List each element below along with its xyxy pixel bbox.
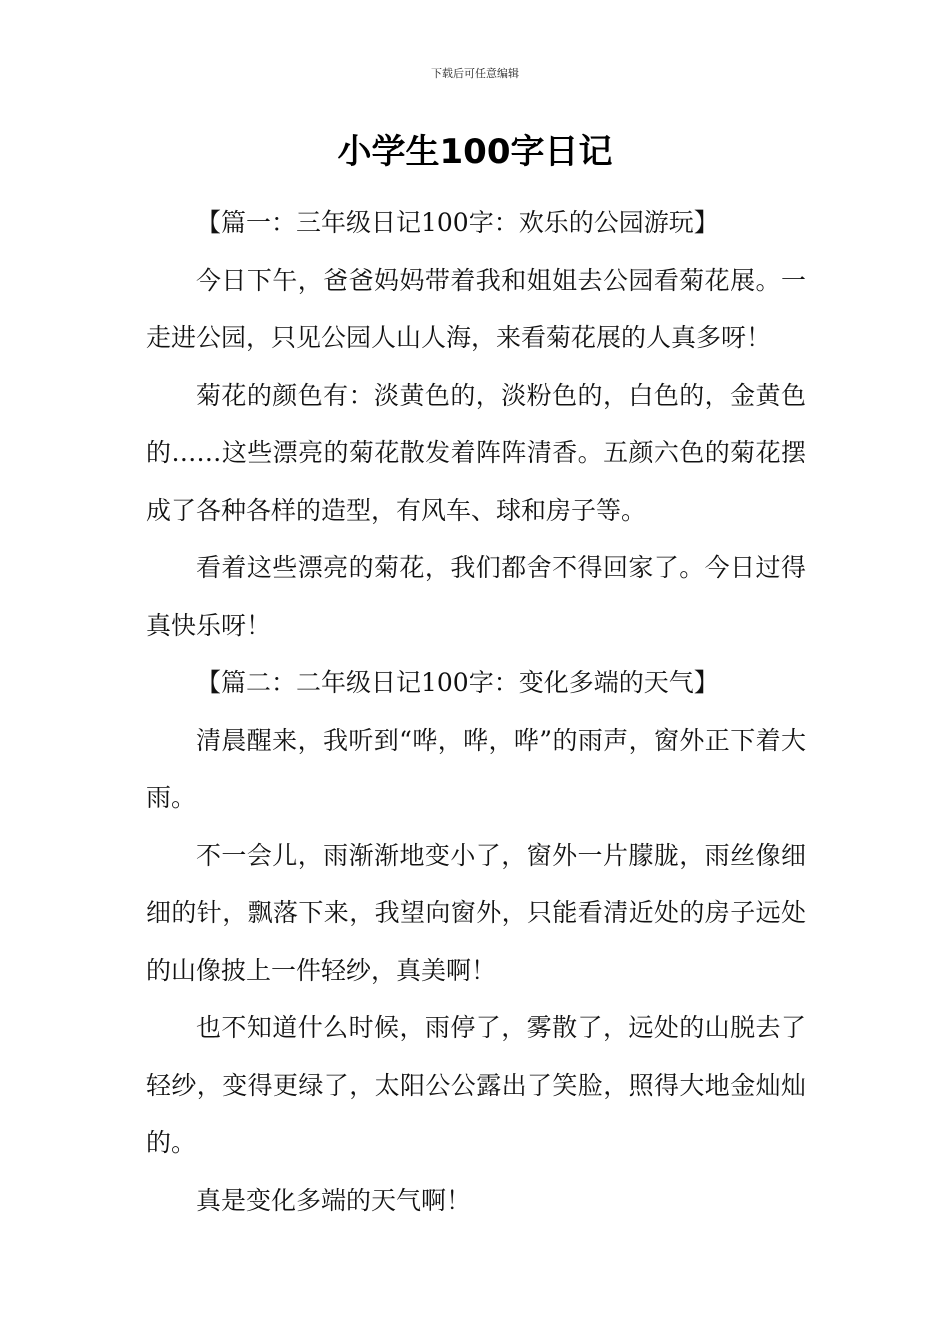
paragraph: 今日下午，爸爸妈妈带着我和姐姐去公园看菊花展。一走进公园，只见公园人山人海，来看菊花展的人真多呀！	[146, 265, 806, 352]
header-note: 下载后可任意编辑	[431, 67, 519, 80]
paragraph: 也不知道什么时候，雨停了，雾散了，远处的山脱去了轻纱，变得更绿了，太阳公公露出了笑脸，照得大地金灿灿的。	[146, 1013, 806, 1157]
document-title: 小学生100字日记	[337, 132, 613, 172]
document-body	[146, 194, 806, 1229]
paragraph: 真是变化多端的天气啊！	[196, 1185, 472, 1215]
paragraph: 不一会儿，雨渐渐地变小了，窗外一片朦胧，雨丝像细细的针，飘落下来，我望向窗外，只能看清近处的房子远处的山像披上一件轻纱，真美啊！	[146, 840, 806, 985]
paragraph: 清晨醒来，我听到“哗，哗，哗”的雨声，窗外正下着大雨。	[146, 725, 806, 812]
section-heading-2: 【篇二：二年级日记100字：变化多端的天气】	[196, 668, 719, 697]
paragraph: 看着这些漂亮的菊花，我们都舍不得回家了。今日过得真快乐呀！	[146, 553, 806, 640]
paragraph: 菊花的颜色有：淡黄色的，淡粉色的，白色的，金黄色的……这些漂亮的菊花散发着阵阵清香。五颜六色的菊花摆成了各种各样的造型，有风车、球和房子等。	[146, 380, 806, 525]
section-heading-1: 【篇一：三年级日记100字：欢乐的公园游玩】	[196, 208, 719, 237]
